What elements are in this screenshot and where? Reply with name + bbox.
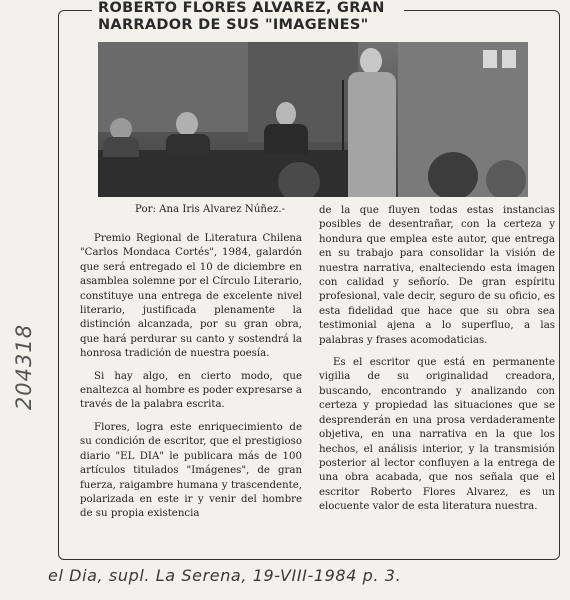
paragraph: Flores, logra este enriquecimiento de su condición de escritor, que el prestigioso diario "EL DIA" le publicara más de 100 artículos titulados "Imágenes", de gran fuerza, raigambre humana y trascendente, polarizada en este ir y venir del hombre de su propia existencia xyxy=(80,421,302,520)
column-left xyxy=(80,232,302,530)
headline xyxy=(92,0,404,34)
column-right xyxy=(319,204,555,523)
handwritten-side-number xyxy=(4,290,44,450)
side-number-text: 204318 xyxy=(12,323,36,411)
headline-line-2: NARRADOR DE SUS "IMAGENES" xyxy=(98,17,369,33)
paragraph: Premio Regional de Literatura Chilena "Carlos Mondaca Cortés", 1984, galardón que será entregado el 10 de diciembre en asamblea solemne por el Círculo Literario, constituye una entrega de excelente nivel literario, justificada plenamente la distinción alcanzada, por su gran obra, que hará perdurar su canto y sostendrá la honrosa tradición de nuestra poesía. xyxy=(80,233,302,360)
headline-line-1: ROBERTO FLORES ALVAREZ, GRAN xyxy=(98,0,385,16)
article-photo xyxy=(98,42,528,197)
handwritten-source-note: el Dia, supl. La Serena, 19-VIII-1984 p. 3. xyxy=(48,566,402,585)
paragraph: Si hay algo, en cierto modo, que enaltezca al hombre es poder expresarse a través de la palabra escrita. xyxy=(80,370,302,411)
paragraph: Es el escritor que está en permanente vigilia de su originalidad creadora, buscando, encontrando y analizando con certeza y propiedad las situaciones que se desprenderán en una prosa verdaderamente objetiva, en una narrativa en la que los hechos, el análisis interior, y la transmisión posterior al lector confluyen a la entrega de una obra acabada, que nos señala que el escritor Roberto Flores Alvarez, es un elocuente valor de esta literatura nuestra. xyxy=(319,357,555,513)
paragraph: de la que fluyen todas estas instancias posibles de desentrañar, con la certeza y hondura que emplea este autor, que entrega en su trabajo para consolidar la visión de nuestra narrativa, enalteciendo esta imagen con calidad y señorío. De gran espíritu profesional, vale decir, seguro de su oficio, es esta fidelidad que hace que su obra sea testimonial ajena a lo superfluo, a las palabras y frases acomodaticias. xyxy=(319,205,555,346)
byline: Por: Ana Iris Alvarez Núñez.- xyxy=(135,204,286,215)
